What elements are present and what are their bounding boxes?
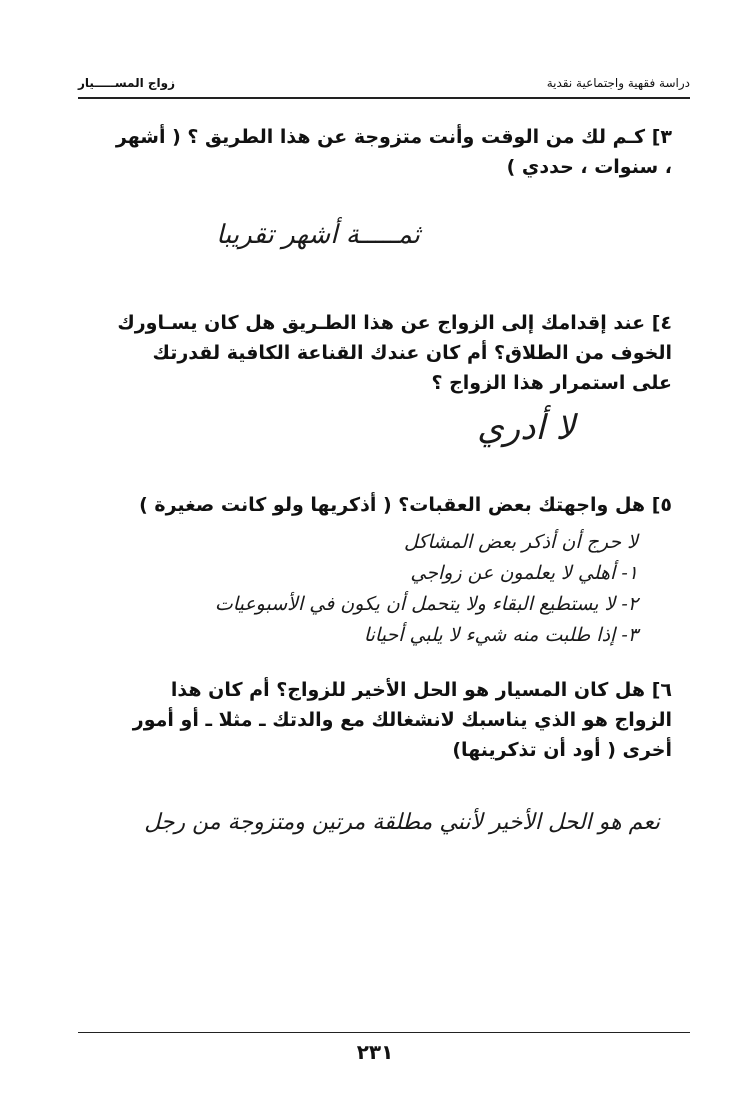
question-6 xyxy=(112,675,672,765)
page-number: ٢٣١ xyxy=(356,1040,394,1064)
book-title: دراسة فقهية واجتماعية نقدية xyxy=(546,76,690,90)
question-number: ٤] xyxy=(651,312,672,334)
handwritten-answer-q4: لا أدري xyxy=(477,408,575,448)
answer-line: لا حرج أن أذكر بعض المشاكل xyxy=(404,531,638,553)
question-number: ٦] xyxy=(651,679,672,701)
handwritten-answer-q6: نعم هو الحل الأخير لأنني مطلقة مرتين ومتزوجة من رجل xyxy=(144,810,660,835)
answer-line: ٣- إذا طلبت منه شيء لا يلبي أحيانا xyxy=(363,624,638,646)
question-text: هل واجهتك بعض العقبات؟ ( أذكريها ولو كانت صغيرة ) xyxy=(139,494,646,516)
header-divider xyxy=(78,97,690,99)
chapter-title: زواج المســـــيار xyxy=(78,76,176,90)
question-text: هل كان المسيار هو الحل الأخير للزواج؟ أم كان هذا الزواج هو الذي يناسبك لانشغالك مع والدتك ـ مثلا ـ أو أمور أخرى ( أود أن تذكرينها) xyxy=(132,679,672,761)
footer-divider xyxy=(78,1032,690,1033)
question-5 xyxy=(112,490,672,520)
question-number: ٣] xyxy=(651,126,672,148)
question-text: كـم لك من الوقت وأنت متزوجة عن هذا الطريق ؟ ( أشهر ، سنوات ، حددي ) xyxy=(115,126,672,178)
page-header xyxy=(78,76,690,94)
question-text: عند إقدامك إلى الزواج عن هذا الطـريق هل كان يسـاورك الخوف من الطلاق؟ أم كان عندك القناعة الكافية لقدرتك على استمرار هذا الزواج ؟ xyxy=(117,312,672,394)
handwritten-answer-q3: ثمـــــة أشهر تقريبا xyxy=(216,220,420,250)
question-number: ٥] xyxy=(651,494,672,516)
handwritten-answer-q5 xyxy=(215,527,638,651)
answer-line: ٢- لا يستطيع البقاء ولا يتحمل أن يكون في الأسبوعيات xyxy=(214,593,638,615)
question-4 xyxy=(112,308,672,398)
question-3 xyxy=(112,122,672,182)
answer-line: ١- أهلي لا يعلمون عن زواجي xyxy=(410,562,638,584)
